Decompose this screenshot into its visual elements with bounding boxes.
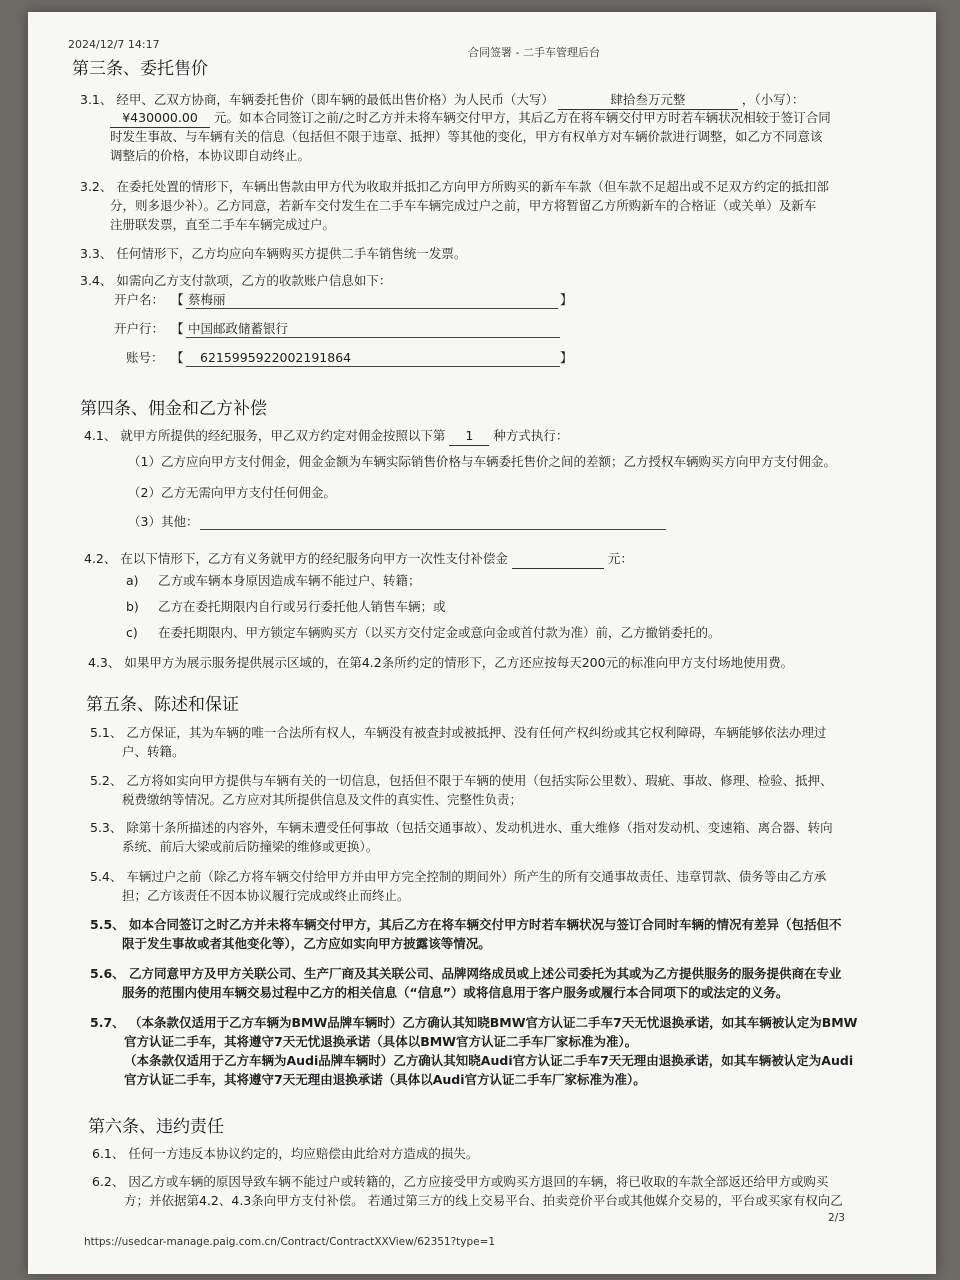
price-in-words: 肆拾叁万元整	[558, 90, 738, 110]
section-6-title: 第六条、违约责任	[88, 1117, 224, 1137]
clause-3-1-line4: 调整后的价格，本协议即自动终止。	[110, 148, 311, 163]
clause-3-3: 3.3、 任何情形下，乙方均应向车辆购买方提供二手车销售统一发票。	[80, 246, 467, 261]
print-title: 合同签署 - 二手车管理后台	[468, 46, 600, 59]
clause-5-2-line2: 税费缴纳等情况。乙方应对其所提供信息及文件的真实性、完整性负责；	[122, 792, 523, 807]
item-a-label: a)	[126, 573, 139, 588]
item-b-text: 乙方在委托期限内自行或另行委托他人销售车辆；或	[158, 599, 446, 614]
account-number-label: 账号：	[126, 350, 164, 365]
clause-5-5-line2: 限于发生事故或者其他变化等），乙方应如实向甲方披露该等情况。	[122, 936, 491, 951]
page-number: 2/3	[828, 1212, 845, 1224]
clause-6-1: 6.1、 任何一方违反本协议约定的，均应赔偿由此给对方造成的损失。	[92, 1146, 479, 1161]
bracket-left: 【	[171, 350, 184, 365]
clause-6-2-line2: 方；并依据第4.2、4.3条向甲方支付补偿。 若通过第三方的线上交易平台、拍卖竞价平台或其他媒介交易的，平台或买家有权向乙	[124, 1193, 843, 1208]
underline	[186, 337, 560, 338]
clause-3-1-line3: 时发生事故、与车辆有关的信息（包括但不限于违章、抵押）等其他的变化，甲方有权单方对车辆价款进行调整，如乙方不同意该	[110, 129, 823, 144]
footer-url: https://usedcar-manage.paig.com.cn/Contract/ContractXXView/62351?type=1	[84, 1236, 496, 1248]
clause-4-3: 4.3、 如果甲方为展示服务提供展示区域的，在第4.2条所约定的情形下，乙方还应按每天200元的标准向甲方支付场地使用费。	[88, 655, 794, 670]
clause-3-2-line3: 注册联发票，直至二手车车辆完成过户。	[110, 217, 336, 232]
clause-3-4: 3.4、 如需向乙方支付款项，乙方的收款账户信息如下：	[80, 273, 392, 288]
clause-5-7-line4: 官方认证二手车，其将遵守7天无理由退换承诺（具体以Audi官方认证二手车厂家标准为准）。	[124, 1072, 646, 1087]
clause-3-2-line1: 3.2、 在委托处置的情形下，车辆出售款由甲方代为收取并抵扣乙方向甲方所购买的新车车款（但车款不足超出或不足双方约定的抵扣部	[80, 179, 829, 194]
item-a-text: 乙方或车辆本身原因造成车辆不能过户、转籍；	[158, 573, 421, 588]
clause-5-3-line1: 5.3、 除第十条所描述的内容外，车辆未遭受任何事故（包括交通事故）、发动机进水、重大维修（指对发动机、变速箱、离合器、转向	[90, 820, 833, 835]
clause-5-6-line2: 服务的范围内使用车辆交易过程中乙方的相关信息（“信息”）或将信息用于客户服务或履行本合同项下的或法定的义务。	[122, 985, 789, 1000]
price-in-figures: ¥430000.00	[110, 108, 210, 128]
clause-5-7-line1: 5.7、 （本条款仅适用于乙方车辆为BMW品牌车辆时）乙方确认其知晓BMW官方认证二手车7天无忧退换承诺，如其车辆被认定为BMW	[90, 1015, 858, 1030]
section-5-title: 第五条、陈述和保证	[86, 695, 239, 715]
print-datetime: 2024/12/7 14:17	[68, 38, 160, 51]
account-number-value: 6215995922002191864	[200, 350, 352, 365]
clause-4-2: 4.2、 在以下情形下，乙方有义务就甲方的经纪服务向甲方一次性支付补偿金 元：	[84, 549, 633, 569]
clause-5-7-line2: 官方认证二手车，其将遵守7天无忧退换承诺（具体以BMW官方认证二手车厂家标准为准）。	[124, 1034, 638, 1049]
commission-option-2: （2）乙方无需向甲方支付任何佣金。	[128, 485, 336, 500]
commission-option-3: （3）其他：	[128, 514, 199, 529]
account-bank-value: 中国邮政储蓄银行	[188, 321, 289, 336]
underline	[200, 529, 666, 530]
clause-5-4-line2: 担；乙方该责任不因本协议履行完成或终止而终止。	[122, 888, 410, 903]
section-3-title: 第三条、委托售价	[72, 59, 208, 79]
clause-5-4-line1: 5.4、 车辆过户之前（除乙方将车辆交付给甲方并由甲方完全控制的期间外）所产生的所有交通事故责任、违章罚款、债务等由乙方承	[90, 869, 827, 884]
clause-5-3-line2: 系统、前后大梁或前后防撞梁的维修或更换）。	[122, 839, 379, 854]
underline	[186, 308, 558, 309]
contract-page	[28, 12, 936, 1274]
clause-5-6-line1: 5.6、 乙方同意甲方及甲方关联公司、生产厂商及其关联公司、品牌网络成员或上述公司委托为其或为乙方提供服务的服务提供商在专业	[90, 966, 842, 981]
bracket-left: 【	[171, 292, 184, 307]
commission-option-1: （1）乙方应向甲方支付佣金，佣金金额为车辆实际销售价格与车辆委托售价之间的差额；乙方授权车辆购买方向甲方支付佣金。	[128, 454, 836, 469]
section-4-title: 第四条、佣金和乙方补偿	[80, 399, 267, 419]
clause-4-1: 4.1、 就甲方所提供的经纪服务，甲乙双方约定对佣金按照以下第 1 种方式执行：	[84, 426, 568, 446]
account-bank-label: 开户行：	[114, 321, 165, 336]
clause-5-7-line3: （本条款仅适用于乙方车辆为Audi品牌车辆时）乙方确认其知晓Audi官方认证二手车7天无理由退换承诺，如其车辆被认定为Audi	[124, 1053, 854, 1068]
clause-5-5-line1: 5.5、 如本合同签订之时乙方并未将车辆交付甲方，其后乙方在将车辆交付甲方时若车辆状况与签订合同时车辆的情况有差异（包括但不	[90, 917, 842, 932]
clause-6-2-line1: 6.2、 因乙方或车辆的原因导致车辆不能过户或转籍的，乙方应接受甲方或购买方退回的车辆，将已收取的车款全部返还给甲方或购买	[92, 1174, 829, 1189]
clause-3-1-line2: ¥430000.00 元。如本合同签订之前/之时乙方并未将车辆交付甲方，其后乙方在将车辆交付甲方时若车辆状况相较于签订合同	[110, 108, 831, 128]
underline	[186, 366, 560, 367]
clause-5-1-line2: 户、转籍。	[122, 744, 185, 759]
bracket-right: 】	[560, 350, 573, 365]
clause-5-1-line1: 5.1、 乙方保证，其为车辆的唯一合法所有权人，车辆没有被查封或被抵押、没有任何产权纠纷或其它权利障碍，车辆能够依法办理过	[90, 725, 827, 740]
clause-3-1-line1: 3.1、 经甲、乙双方协商，车辆委托售价（即车辆的最低出售价格）为人民币（大写） 肆拾叁万元整 ，（小写）：	[80, 90, 804, 110]
item-c-text: 在委托期限内、甲方锁定车辆购买方（以买方交付定金或意向金或首付款为准）前，乙方撤销委托的。	[158, 625, 721, 640]
clause-5-2-line1: 5.2、 乙方将如实向甲方提供与车辆有关的一切信息，包括但不限于车辆的使用（包括实际公里数）、瑕疵、事故、修理、检验、抵押、	[90, 773, 833, 788]
commission-option-choice: 1	[449, 426, 489, 446]
item-c-label: c)	[126, 625, 138, 640]
bracket-left: 【	[171, 321, 184, 336]
bracket-right: 】	[560, 292, 573, 307]
account-name-label: 开户名：	[114, 292, 165, 307]
item-b-label: b)	[126, 599, 139, 614]
compensation-amount-blank	[512, 549, 604, 569]
clause-3-2-line2: 分，则多退少补）。乙方同意，若新车交付发生在二手车车辆完成过户之前，甲方将暂留乙方所购新车的合格证（或关单）及新车	[110, 198, 817, 213]
account-name-value: 蔡梅丽	[188, 292, 226, 307]
